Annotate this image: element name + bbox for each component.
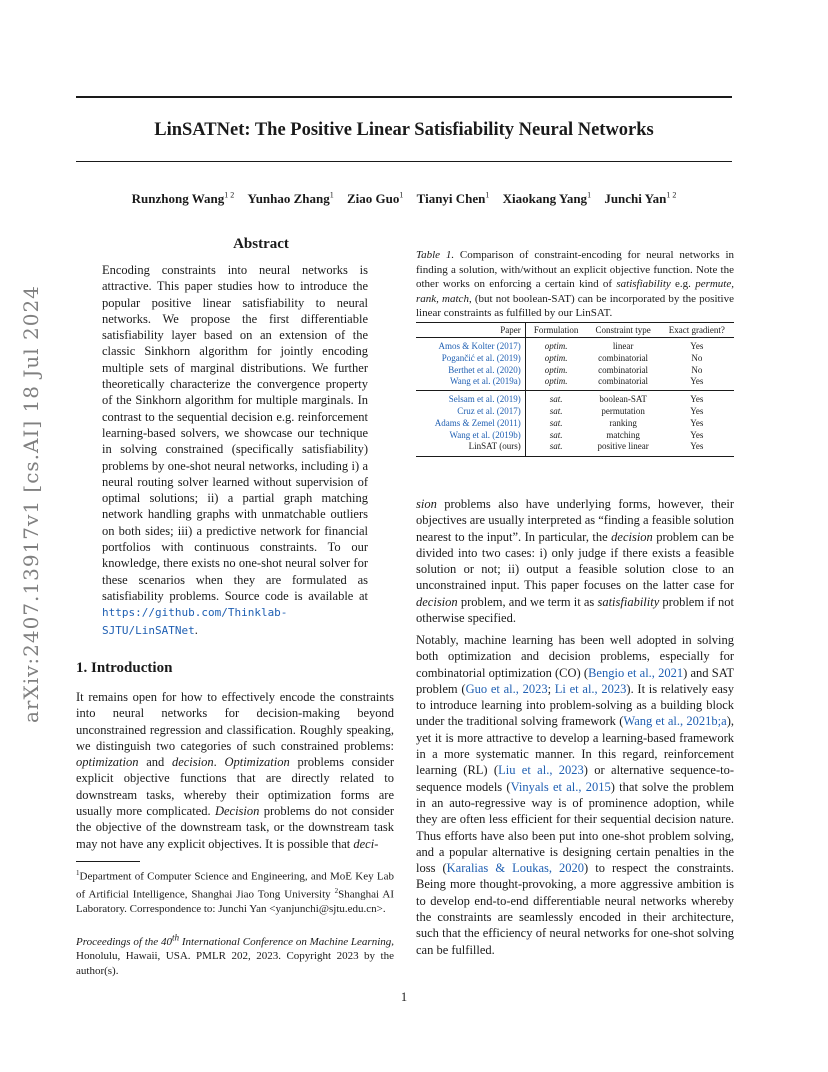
- table-row: [416, 430, 734, 442]
- paragraph-text: problem can be divided into two cases: i) only judge if there exists a feasible solution or not; ii) output a feasible solution close to an unconstrained input. This paper focuses on the latter case for: [416, 529, 734, 593]
- abstract-end: .: [194, 622, 198, 637]
- exact-gradient-cell: Yes: [690, 394, 704, 405]
- author: [132, 191, 235, 206]
- author-affiliation: 1: [329, 191, 334, 200]
- proceedings-text: , Honolulu, Hawaii, USA. PMLR 202, 2023. Copyright 2023 by the author(s).: [76, 935, 394, 977]
- footnote-mark: 1: [76, 869, 80, 877]
- author-affiliation: 1: [587, 191, 592, 200]
- paper-citation-link[interactable]: Cruz et al. (2017): [416, 406, 525, 418]
- constraint-type-cell: combinatorial: [598, 376, 649, 387]
- text-emphasis: decision: [416, 594, 458, 609]
- column-header-formulation: Formulation: [525, 323, 586, 338]
- title-top-rule: [76, 96, 732, 98]
- affiliation-footnote: [76, 866, 394, 917]
- paragraph-text: ) and SAT problem (: [416, 665, 734, 696]
- intro-emphasis: decision: [171, 755, 214, 770]
- intro-text: It remains open for how to effectively encode the constraints into neural networks for decision-making beyond unconstrained regression and classification. Roughly speaking, we distinguish two categories of such constrained problems:: [76, 690, 394, 753]
- author: [347, 191, 403, 206]
- citation-link[interactable]: Guo et al., 2023: [465, 681, 548, 696]
- related-work-paragraph: [416, 632, 734, 958]
- paragraph-text: problems also have underlying forms, however, their objectives are usually interpreted as “finding a feasible solution nearest to the input”. In particular, the: [416, 497, 734, 544]
- exact-gradient-cell: No: [691, 364, 703, 375]
- constraint-type-cell: boolean-SAT: [599, 394, 647, 405]
- constraint-type-cell: combinatorial: [598, 352, 649, 363]
- proceedings-text: International Conference on Machine Learning: [179, 935, 392, 948]
- paragraph-text: ), yet it is more attractive to develop a learning-based framework in a more systematic manner. In this regard, reinforcement learning (RL) (: [416, 714, 734, 778]
- footnote-rule: [76, 861, 140, 862]
- author-name: Xiaokang Yang: [502, 191, 588, 207]
- caption-text: e.g.: [670, 278, 696, 290]
- author: [503, 191, 591, 206]
- constraint-type-cell: linear: [612, 341, 634, 351]
- paper-citation-link[interactable]: Pogančić et al. (2019): [416, 353, 525, 365]
- intro-text: problems do not consider the objective of the downstream task, or the downstream task may not have any explicit objectives. It is possible that: [76, 804, 394, 851]
- page-number: 1: [400, 990, 408, 1004]
- paper-citation-link[interactable]: Wang et al. (2019a): [416, 376, 525, 390]
- intro-text: problems consider explicit objective functions that are directly related to downstream tasks, whereby their optimization forms are usually more complicated.: [76, 755, 394, 819]
- author-affiliation: 1 2: [224, 191, 235, 200]
- intro-emphasis: optimization: [76, 755, 139, 770]
- formulation-cell: optim.: [544, 364, 568, 375]
- table-header-row: [416, 323, 734, 338]
- footnote-text: Shanghai AI Laboratory. Correspondence to: Junchi Yan <yanjunchi@sjtu.edu.cn>.: [76, 888, 394, 916]
- arxiv-stamp: arXiv:2407.13917v1 [cs.AI] 18 Jul 2024: [19, 285, 43, 723]
- formulation-cell: sat.: [525, 441, 586, 456]
- abstract-body-text: Encoding constraints into neural networks is attractive. This paper studies how to introduce the popular positive linear satisfiability to neural networks. We propose the first differentiable satisfiability layer based on an extension of the classic Sinkhorn algorithm for jointly encoding multiple sets of marginal distributions. We further theoretically characterize the convergence property of the Sinkhorn algorithm for multiple marginals. In contrast to the sequential decision e.g. reinforcement learning-based solvers, we showcase our technique in solving constrained (specifically satisfiability) problems by one-shot neural networks, including i) a neural routing solver learned without supervision of optimal solutions; ii) a partial graph matching network handling graphs with unmatchable outliers on both sides; iii) a predictive network for financial portfolios with continuous constraints. To our knowledge, there exists no one-shot neural solver for these scenarios when they are formulated as satisfiability problems. Source code is available at: [102, 263, 368, 603]
- author-name: Runzhong Wang: [131, 191, 225, 207]
- paragraph-text: Notably, machine learning has been well adopted in solving both optimization and decision problems, especially for combinatorial optimization (CO) (: [416, 633, 734, 680]
- exact-gradient-cell: Yes: [690, 405, 704, 416]
- citation-link[interactable]: Liu et al., 2023: [498, 763, 584, 778]
- table-row: [416, 338, 734, 353]
- formulation-cell: optim.: [544, 341, 568, 351]
- table-caption: [416, 248, 734, 321]
- paper-title: LinSATNet: The Positive Linear Satisfiability Neural Networks: [154, 120, 654, 140]
- paper-citation-link[interactable]: Wang et al. (2019b): [416, 430, 525, 442]
- text-emphasis: decision: [611, 529, 653, 544]
- formulation-cell: sat.: [549, 405, 563, 416]
- citation-link[interactable]: Wang et al., 2021b;a: [623, 714, 727, 729]
- footnote-mark: 2: [334, 887, 339, 896]
- citation-link[interactable]: Li et al., 2023: [554, 681, 627, 696]
- author-name: Tianyi Chen: [416, 191, 486, 207]
- comparison-table: [416, 322, 734, 457]
- constraint-type-cell: ranking: [609, 417, 637, 428]
- section-heading-introduction: 1. Introduction: [76, 660, 173, 676]
- proceedings-note: [76, 930, 394, 978]
- intro-text: .: [213, 755, 225, 770]
- citation-link[interactable]: Bengio et al., 2021: [588, 665, 684, 680]
- intro-emphasis: Decision: [214, 804, 260, 819]
- constraint-type-cell: matching: [606, 429, 640, 440]
- paragraph-text: ) that solve the problem in an auto-regressive way is of prominence adoption, while they are often less efficient for their sequential decision nature. Thus efforts have also been put into one-shot problem solving, and a popular alternative is designing certain penalties in the loss (: [416, 779, 734, 876]
- footnote-text: Department of Computer Science and Engineering, and MoE Key Lab of Artificial Intelligence, Shanghai Jiao Tong University: [76, 870, 394, 901]
- exact-gradient-cell: Yes: [660, 441, 734, 456]
- caption-emphasis: permute, rank, match: [416, 278, 734, 305]
- author-list: [76, 191, 732, 207]
- abstract-text: [102, 262, 368, 639]
- author-name: Ziao Guo: [347, 191, 400, 207]
- abstract-heading: Abstract: [233, 236, 289, 252]
- caption-text: Comparison of constraint-encoding for neural networks in finding a solution, with/without an explicit objective function. Note the other works on enforcing a certain kind of: [416, 249, 734, 290]
- text-emphasis: satisfiability: [597, 594, 660, 609]
- text-emphasis: sion: [416, 497, 437, 511]
- formulation-cell: sat.: [549, 394, 563, 405]
- exact-gradient-cell: Yes: [690, 417, 704, 428]
- intro-emphasis: Optimization: [224, 755, 290, 770]
- author-affiliation: 1: [485, 191, 490, 200]
- paper-name-cell: LinSAT (ours): [416, 441, 525, 456]
- exact-gradient-cell: Yes: [690, 429, 704, 440]
- caption-emphasis: satisfiability: [616, 278, 671, 290]
- author-affiliation: 1: [399, 191, 404, 200]
- paper-citation-link[interactable]: Amos & Kolter (2017): [416, 338, 525, 353]
- constraint-type-cell: permutation: [601, 405, 645, 416]
- paragraph-text: ). It is relatively easy to introduce learning into problem-solving as a building block under the traditional solving framework (: [416, 681, 735, 729]
- introduction-paragraph: [76, 689, 394, 852]
- intro-emphasis: deci-: [353, 836, 379, 851]
- table-row: [416, 441, 734, 456]
- column-header-exact-gradient: Exact gradient?: [660, 323, 734, 338]
- exact-gradient-cell: Yes: [690, 341, 704, 351]
- column-header-constraint-type: Constraint type: [587, 323, 660, 338]
- paragraph-text: problem, and we term it as: [457, 594, 598, 609]
- paragraph-text: problem if not otherwise specified.: [416, 594, 735, 626]
- paper-citation-link[interactable]: Selsam et al. (2019): [416, 391, 525, 406]
- paper-citation-link[interactable]: Adams & Zemel (2011): [416, 418, 525, 430]
- author-affiliation: 1 2: [666, 191, 677, 200]
- formulation-cell: optim.: [544, 376, 568, 387]
- formulation-cell: sat.: [549, 417, 563, 428]
- table-row: [416, 353, 734, 365]
- author: [604, 191, 676, 206]
- paragraph-text: ) to respect the constraints. Being more thought-provoking, a more aggressive ambition is to develop end-to-end differentiable neural networks whereby the constraints are seamlessly encoded in their architecture, such that the efficiency of neural networks for one-shot solving can be fulfilled.: [416, 861, 734, 957]
- proceedings-ordinal: th: [171, 932, 180, 942]
- formulation-cell: optim.: [544, 352, 568, 363]
- table-row: [416, 418, 734, 430]
- proceedings-number: 40: [160, 935, 172, 948]
- citation-link[interactable]: Vinyals et al., 2015: [510, 779, 611, 794]
- author-name: Yunhao Zhang: [247, 191, 330, 207]
- table-row: [416, 376, 734, 390]
- code-link[interactable]: https://github.com/Thinklab-SJTU/LinSATNet: [102, 606, 288, 637]
- intro-text: and: [138, 755, 172, 770]
- table-row: [416, 391, 734, 406]
- title-bottom-rule: [76, 161, 732, 162]
- paragraph-text: ) or alternative sequence-to-sequence models (: [416, 763, 734, 794]
- column-header-paper: Paper: [416, 323, 525, 338]
- constraint-type-cell: positive linear: [587, 441, 660, 456]
- constraint-type-cell: combinatorial: [598, 364, 649, 375]
- exact-gradient-cell: No: [691, 352, 703, 363]
- paper-citation-link[interactable]: Berthet et al. (2020): [416, 365, 525, 377]
- table-row: [416, 406, 734, 418]
- author-name: Junchi Yan: [604, 191, 667, 207]
- exact-gradient-cell: Yes: [690, 376, 704, 387]
- formulation-cell: sat.: [549, 429, 563, 440]
- table-row: [416, 365, 734, 377]
- proceedings-text: Proceedings of the: [76, 935, 161, 948]
- citation-link[interactable]: Karalias & Loukas, 2020: [446, 861, 585, 876]
- table-label: Table 1.: [416, 249, 455, 261]
- author: [248, 191, 334, 206]
- author: [417, 191, 490, 206]
- paragraph-text: ;: [547, 681, 555, 696]
- decision-paragraph: [416, 496, 734, 626]
- caption-text: , (but not boolean-SAT) can be incorporated by the positive linear constraints as fulfilled by our LinSAT.: [416, 292, 734, 319]
